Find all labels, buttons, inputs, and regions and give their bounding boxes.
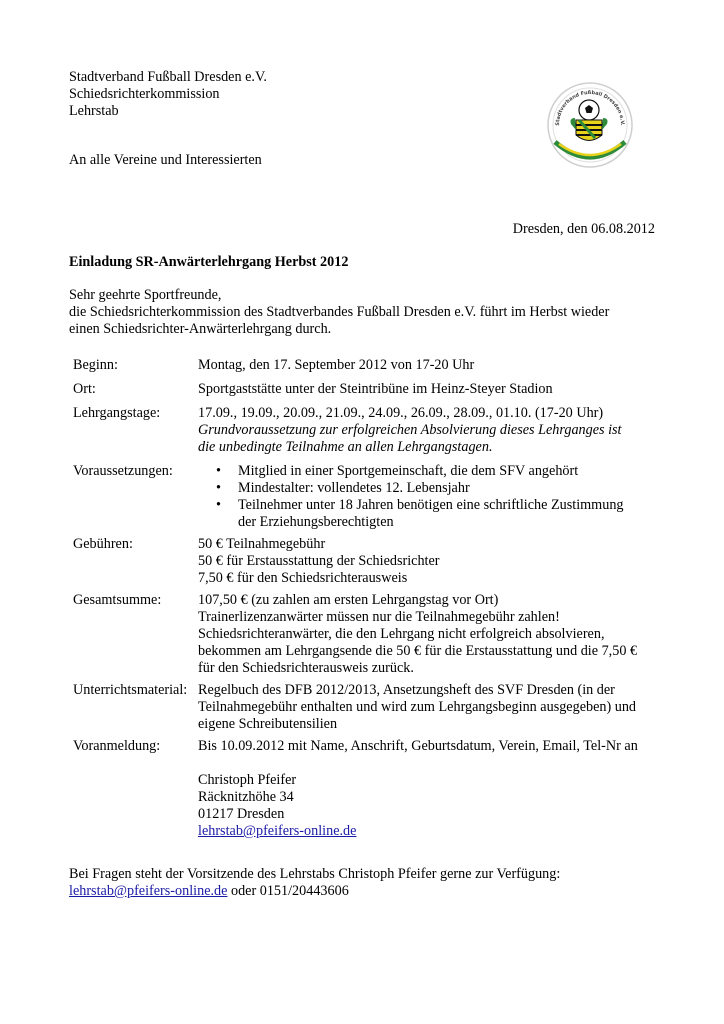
detail-label: Beginn: [73,357,118,373]
detail-value [198,463,663,536]
course-days-note: die unbedingte Teilnahme an allen Lehrgangstagen. [198,439,493,455]
detail-row-materials [73,682,663,738]
intro-line: die Schiedsrichterkommission des Stadtverbandes Fußball Dresden e.V. führt im Herbst wieder [69,304,610,320]
requirement-item: • Mindestalter: vollendetes 12. Lebensjahr [238,480,663,497]
materials-line: Regelbuch des DFB 2012/2013, Ansetzungsheft des SVF Dresden (in der [198,682,615,698]
contact-email-link[interactable]: lehrstab@pfeifers-online.de [198,823,357,839]
detail-row-location [73,381,663,405]
club-logo-emblem [545,80,635,170]
detail-label: Gebühren: [73,536,133,552]
sender-block [69,69,267,120]
recipient-line: An alle Vereine und Interessierten [69,152,262,168]
total-line: 107,50 € (zu zahlen am ersten Lehrgangstag vor Ort) [198,592,499,608]
requirements-list [198,463,663,531]
detail-label: Gesamtsumme: [73,592,162,608]
detail-value [198,405,663,463]
spacer [198,755,663,772]
detail-value [198,682,663,738]
closing-email-link[interactable]: lehrstab@pfeifers-online.de [69,883,228,899]
requirement-item [238,497,663,531]
intro-paragraph [69,287,609,338]
requirement-text: Teilnehmer unter 18 Jahren benötigen eine schriftliche Zustimmung [238,497,624,513]
requirement-text: der Erziehungsberechtigten [238,514,394,530]
course-details-table [73,357,663,840]
closing-line: Bei Fragen steht der Vorsitzende des Lehrstabs Christoph Pfeifer gerne zur Verfügung: [69,866,561,882]
detail-row-start [73,357,663,381]
detail-value [198,738,663,840]
course-days-note: Grundvoraussetzung zur erfolgreichen Absolvierung dieses Lehrganges ist [198,422,622,438]
detail-value: Montag, den 17. September 2012 von 17-20 Uhr [198,357,475,373]
materials-line: Teilnahmegebühr enthalten und wird zum Lehrgangsbeginn ausgegeben) und [198,699,637,715]
detail-value [198,536,663,592]
sender-department: Schiedsrichterkommission [69,86,220,102]
sender-unit: Lehrstab [69,103,119,119]
detail-label: Lehrgangstage: [73,405,161,421]
registration-line: Bis 10.09.2012 mit Name, Anschrift, Geburtsdatum, Verein, Email, Tel-Nr an [198,738,638,754]
contact-city: 01217 Dresden [198,806,285,822]
detail-row-registration [73,738,663,840]
detail-label: Voraussetzungen: [73,463,173,479]
detail-row-requirements [73,463,663,536]
detail-label: Unterrichtsmaterial: [73,682,188,698]
closing-paragraph [69,866,560,900]
requirement-item: • Mitglied in einer Sportgemeinschaft, die dem SFV angehört [238,463,663,480]
detail-value: Sportgaststätte unter der Steintribüne im Heinz-Steyer Stadion [198,381,553,397]
fee-line: 50 € Teilnahmegebühr [198,536,326,552]
course-days-list: 17.09., 19.09., 20.09., 21.09., 24.09., 26.09., 28.09., 01.10. (17-20 Uhr) [198,405,604,421]
intro-line: einen Schiedsrichter-Anwärterlehrgang durch. [69,321,332,337]
total-line: für den Schiedsrichterausweis zurück. [198,660,414,676]
letter-date: Dresden, den 06.08.2012 [512,221,655,237]
detail-row-course-days [73,405,663,463]
detail-label: Ort: [73,381,96,397]
total-line: bekommen am Lehrgangsende die 50 € für die Erstausstattung und die 7,50 € [198,643,638,659]
sender-organization: Stadtverband Fußball Dresden e.V. [69,69,267,85]
detail-row-fees [73,536,663,592]
closing-contact-line [69,883,560,900]
salutation: Sehr geehrte Sportfreunde, [69,287,222,303]
detail-label: Voranmeldung: [73,738,161,754]
closing-phone: oder 0151/20443606 [227,883,349,899]
logo-arc-text: Stadtverband Fußball Dresden e.V. [554,89,626,126]
total-line: Trainerlizenzanwärter müssen nur die Teilnahmegebühr zahlen! [198,609,560,625]
total-line: Schiedsrichteranwärter, die den Lehrgang nicht erfolgreich absolvieren, [198,626,605,642]
club-logo [545,80,635,170]
detail-row-total [73,592,663,682]
contact-name: Christoph Pfeifer [198,772,297,788]
letter-subject: Einladung SR-Anwärterlehrgang Herbst 2012 [69,254,349,270]
detail-value [198,592,663,682]
contact-street: Räcknitzhöhe 34 [198,789,294,805]
fee-line: 7,50 € für den Schiedsrichterausweis [198,570,408,586]
fee-line: 50 € für Erstausstattung der Schiedsrichter [198,553,440,569]
materials-line: eigene Schreibutensilien [198,716,338,732]
